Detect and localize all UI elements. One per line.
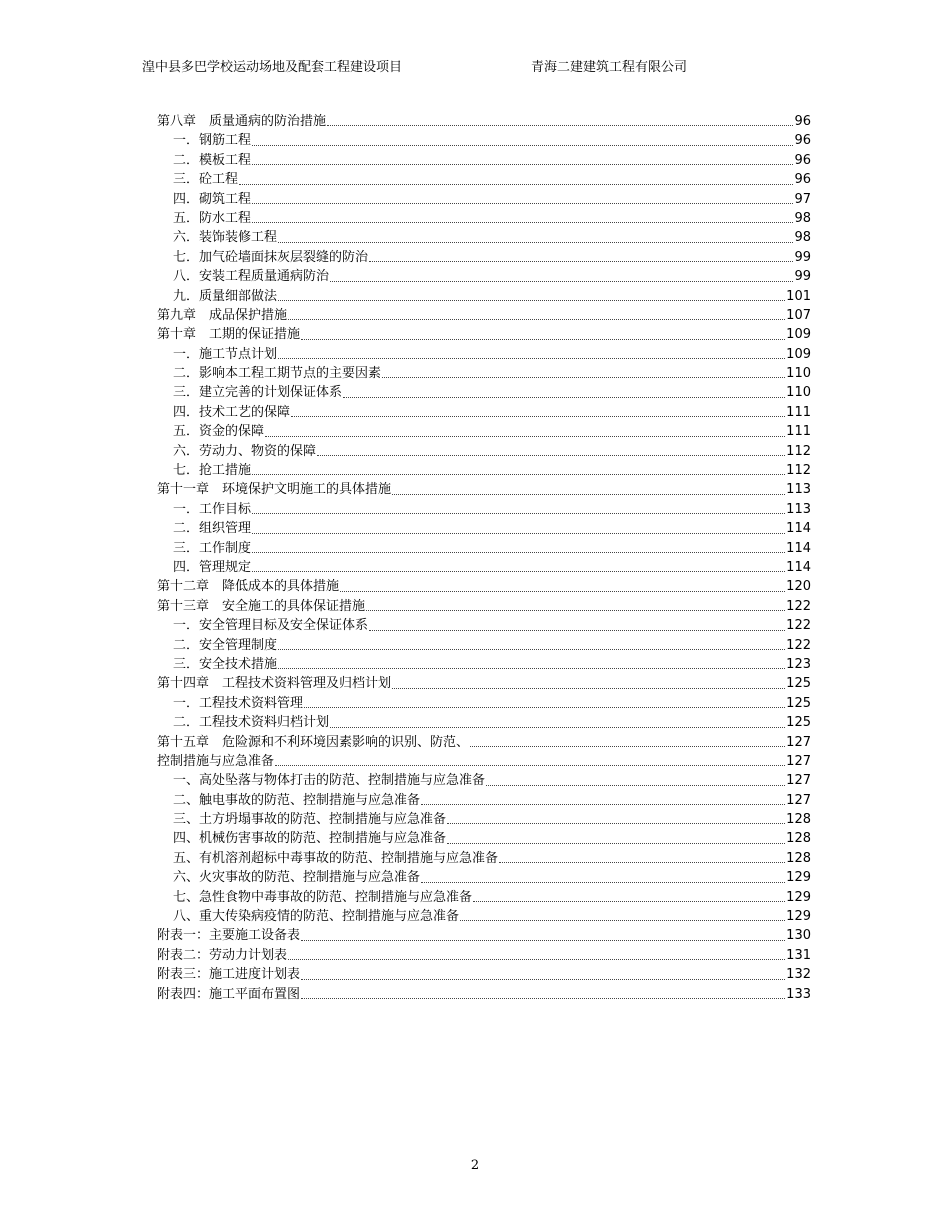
toc-dot-leader xyxy=(499,862,785,863)
toc-chapter-entry[interactable] xyxy=(157,946,811,965)
toc-dot-leader xyxy=(252,533,785,534)
toc-dot-leader xyxy=(340,591,785,592)
toc-dot-leader xyxy=(327,125,793,126)
toc-entry-page: 113 xyxy=(786,482,811,498)
toc-entry-title: 第十三章 安全施工的具体保证措施 xyxy=(157,598,366,614)
toc-dot-leader xyxy=(278,242,793,243)
toc-entry-title: 第九章 成品保护措施 xyxy=(157,307,288,323)
toc-entry-title: 一．工程技术资料管理 xyxy=(173,695,304,711)
toc-entry-page: 128 xyxy=(786,850,811,866)
toc-entry-page: 111 xyxy=(786,424,811,440)
toc-entry-title: 七．抢工措施 xyxy=(173,463,252,479)
toc-entry-title: 二．安全管理制度 xyxy=(173,637,278,653)
toc-entry-title: 三．工作制度 xyxy=(173,540,252,556)
toc-entry-title: 五．资金的保障 xyxy=(173,424,265,440)
toc-section-entry[interactable] xyxy=(157,151,811,170)
toc-entry-page: 128 xyxy=(786,812,811,828)
toc-section-entry[interactable] xyxy=(157,888,811,907)
toc-section-entry[interactable] xyxy=(157,519,811,538)
toc-dot-leader xyxy=(252,571,785,572)
toc-entry-page: 109 xyxy=(786,327,811,343)
toc-dot-leader xyxy=(252,474,785,475)
toc-entry-page: 128 xyxy=(786,831,811,847)
toc-section-entry[interactable] xyxy=(157,190,811,209)
toc-dot-leader xyxy=(252,164,793,165)
toc-section-entry[interactable] xyxy=(157,907,811,926)
toc-entry-page: 101 xyxy=(786,288,811,304)
toc-entry-title: 附表三：施工进度计划表 xyxy=(157,967,301,983)
toc-chapter-entry[interactable] xyxy=(157,480,811,499)
toc-entry-title: 五．防水工程 xyxy=(173,210,252,226)
toc-entry-title: 四．管理规定 xyxy=(173,559,252,575)
toc-dot-leader xyxy=(369,261,793,262)
toc-entry-page: 114 xyxy=(786,521,811,537)
toc-dot-leader xyxy=(473,901,785,902)
toc-section-entry[interactable] xyxy=(157,131,811,150)
toc-chapter-entry[interactable] xyxy=(157,752,811,771)
toc-entry-title: 六．装饰装修工程 xyxy=(173,230,278,246)
toc-dot-leader xyxy=(343,397,785,398)
toc-dot-leader xyxy=(421,882,785,883)
toc-dot-leader xyxy=(278,358,785,359)
toc-dot-leader xyxy=(301,940,785,941)
toc-entry-page: 129 xyxy=(786,909,811,925)
toc-entry-page: 129 xyxy=(786,870,811,886)
toc-entry-page: 114 xyxy=(786,559,811,575)
toc-entry-page: 122 xyxy=(786,637,811,653)
toc-entry-page: 96 xyxy=(794,152,811,168)
toc-dot-leader xyxy=(275,765,785,766)
toc-chapter-entry[interactable] xyxy=(157,577,811,596)
toc-entry-page: 112 xyxy=(786,443,811,459)
header-project-name: 湟中县多巴学校运动场地及配套工程建设项目 xyxy=(142,60,403,75)
toc-section-entry[interactable] xyxy=(157,461,811,480)
toc-entry-page: 123 xyxy=(786,656,811,672)
toc-entry-page: 107 xyxy=(786,307,811,323)
toc-dot-leader xyxy=(392,494,785,495)
toc-dot-leader xyxy=(291,416,785,417)
toc-entry-page: 113 xyxy=(786,501,811,517)
toc-entry-page: 99 xyxy=(794,269,811,285)
toc-dot-leader xyxy=(392,688,785,689)
toc-section-entry[interactable] xyxy=(157,287,811,306)
toc-entry-page: 129 xyxy=(786,889,811,905)
toc-entry-title: 四．砌筑工程 xyxy=(173,191,252,207)
toc-dot-leader xyxy=(252,222,793,223)
toc-entry-title: 二．组织管理 xyxy=(173,521,252,537)
toc-entry-title: 二．影响本工程工期节点的主要因素 xyxy=(173,366,382,382)
toc-dot-leader xyxy=(278,649,785,650)
toc-entry-page: 132 xyxy=(786,967,811,983)
toc-entry-page: 131 xyxy=(786,947,811,963)
toc-section-entry[interactable] xyxy=(157,539,811,558)
toc-section-entry[interactable] xyxy=(157,713,811,732)
toc-dot-leader xyxy=(252,145,793,146)
toc-entry-title: 第十五章 危险源和不利环境因素影响的识别、防范、 xyxy=(157,734,470,750)
toc-entry-title: 四．技术工艺的保障 xyxy=(173,404,291,420)
toc-dot-leader xyxy=(447,823,785,824)
toc-entry-page: 109 xyxy=(786,346,811,362)
toc-entry-title: 二．工程技术资料归档计划 xyxy=(173,715,330,731)
toc-section-entry[interactable] xyxy=(157,364,811,383)
toc-section-entry[interactable] xyxy=(157,694,811,713)
toc-dot-leader xyxy=(265,436,785,437)
toc-entry-page: 98 xyxy=(794,230,811,246)
toc-section-entry[interactable] xyxy=(157,771,811,790)
page-number: 2 xyxy=(470,1158,480,1173)
toc-entry-title: 一．工作目标 xyxy=(173,501,252,517)
toc-entry-page: 125 xyxy=(786,715,811,731)
toc-section-entry[interactable] xyxy=(157,422,811,441)
toc-section-entry[interactable] xyxy=(157,170,811,189)
toc-section-entry[interactable] xyxy=(157,868,811,887)
toc-entry-page: 127 xyxy=(786,773,811,789)
header-company-name: 青海二建建筑工程有限公司 xyxy=(531,60,688,75)
toc-dot-leader xyxy=(278,668,785,669)
toc-section-entry[interactable] xyxy=(157,383,811,402)
toc-entry-title: 九．质量细部做法 xyxy=(173,288,278,304)
toc-entry-title: 三、土方坍塌事故的防范、控制措施与应急准备 xyxy=(173,812,447,828)
toc-dot-leader xyxy=(447,843,785,844)
toc-chapter-entry[interactable] xyxy=(157,306,811,325)
toc-section-entry[interactable] xyxy=(157,829,811,848)
toc-entry-page: 127 xyxy=(786,792,811,808)
toc-dot-leader xyxy=(278,300,785,301)
toc-entry-page: 97 xyxy=(794,191,811,207)
toc-entry-title: 二、触电事故的防范、控制措施与应急准备 xyxy=(173,792,421,808)
toc-entry-page: 96 xyxy=(794,133,811,149)
toc-entry-title: 五、有机溶剂超标中毒事故的防范、控制措施与应急准备 xyxy=(173,850,499,866)
toc-entry-title: 第十一章 环境保护文明施工的具体措施 xyxy=(157,482,392,498)
toc-entry-page: 127 xyxy=(786,734,811,750)
toc-dot-leader xyxy=(252,203,793,204)
toc-entry-page: 98 xyxy=(794,210,811,226)
toc-entry-title: 六．劳动力、物资的保障 xyxy=(173,443,317,459)
toc-entry-page: 122 xyxy=(786,598,811,614)
toc-dot-leader xyxy=(460,920,785,921)
toc-dot-leader xyxy=(366,610,785,611)
page-header xyxy=(0,56,950,78)
toc-entry-title: 第十四章 工程技术资料管理及归档计划 xyxy=(157,676,392,692)
toc-section-entry[interactable] xyxy=(157,267,811,286)
toc-entry-title: 一．钢筋工程 xyxy=(173,133,252,149)
toc-section-entry[interactable] xyxy=(157,248,811,267)
toc-entry-title: 附表一：主要施工设备表 xyxy=(157,928,301,944)
toc-chapter-entry[interactable] xyxy=(157,597,811,616)
toc-section-entry[interactable] xyxy=(157,558,811,577)
toc-chapter-entry[interactable] xyxy=(157,733,811,752)
toc-entry-page: 122 xyxy=(786,618,811,634)
toc-entry-page: 114 xyxy=(786,540,811,556)
toc-entry-title: 第十二章 降低成本的具体措施 xyxy=(157,579,340,595)
toc-section-entry[interactable] xyxy=(157,849,811,868)
toc-section-entry[interactable] xyxy=(157,403,811,422)
toc-dot-leader xyxy=(301,979,785,980)
toc-entry-title: 一．安全管理目标及安全保证体系 xyxy=(173,618,369,634)
toc-entry-title: 三．砼工程 xyxy=(173,172,239,188)
toc-entry-title: 三．建立完善的计划保证体系 xyxy=(173,385,343,401)
toc-entry-title: 附表二：劳动力计划表 xyxy=(157,947,288,963)
toc-section-entry[interactable] xyxy=(157,810,811,829)
toc-entry-page: 96 xyxy=(794,172,811,188)
toc-chapter-entry[interactable] xyxy=(157,965,811,984)
toc-section-entry[interactable] xyxy=(157,209,811,228)
toc-entry-page: 111 xyxy=(786,404,811,420)
toc-dot-leader xyxy=(421,804,785,805)
table-of-contents xyxy=(157,112,811,1004)
toc-dot-leader xyxy=(252,552,785,553)
toc-dot-leader xyxy=(301,339,785,340)
toc-chapter-entry[interactable] xyxy=(157,674,811,693)
toc-section-entry[interactable] xyxy=(157,791,811,810)
toc-section-entry[interactable] xyxy=(157,442,811,461)
toc-entry-title: 一、高处坠落与物体打击的防范、控制措施与应急准备 xyxy=(173,773,486,789)
toc-dot-leader xyxy=(252,513,785,514)
toc-entry-page: 130 xyxy=(786,928,811,944)
toc-dot-leader xyxy=(486,785,785,786)
toc-dot-leader xyxy=(288,319,785,320)
toc-entry-page: 133 xyxy=(786,986,811,1002)
toc-entry-page: 125 xyxy=(786,676,811,692)
toc-dot-leader xyxy=(382,377,785,378)
toc-dot-leader xyxy=(470,746,785,747)
toc-entry-title: 六、火灾事故的防范、控制措施与应急准备 xyxy=(173,870,421,886)
toc-dot-leader xyxy=(288,959,785,960)
toc-entry-title: 二．模板工程 xyxy=(173,152,252,168)
toc-entry-title: 一．施工节点计划 xyxy=(173,346,278,362)
toc-section-entry[interactable] xyxy=(157,636,811,655)
toc-entry-title: 七、急性食物中毒事故的防范、控制措施与应急准备 xyxy=(173,889,473,905)
toc-chapter-entry[interactable] xyxy=(157,325,811,344)
toc-entry-title: 附表四：施工平面布置图 xyxy=(157,986,301,1002)
toc-entry-title: 八．安装工程质量通病防治 xyxy=(173,269,330,285)
toc-entry-page: 112 xyxy=(786,463,811,479)
toc-entry-page: 96 xyxy=(794,114,811,129)
toc-entry-page: 120 xyxy=(786,579,811,595)
toc-entry-title: 四、机械伤害事故的防范、控制措施与应急准备 xyxy=(173,831,447,847)
toc-section-entry[interactable] xyxy=(157,228,811,247)
toc-entry-title: 七．加气砼墙面抹灰层裂缝的防治 xyxy=(173,249,369,265)
toc-entry-page: 125 xyxy=(786,695,811,711)
toc-dot-leader xyxy=(304,707,785,708)
toc-dot-leader xyxy=(301,998,785,999)
toc-entry-page: 127 xyxy=(786,753,811,769)
toc-entry-title: 控制措施与应急准备 xyxy=(157,753,275,769)
toc-entry-page: 110 xyxy=(786,385,811,401)
toc-section-entry[interactable] xyxy=(157,616,811,635)
toc-chapter-entry[interactable] xyxy=(157,985,811,1004)
toc-chapter-entry[interactable] xyxy=(157,926,811,945)
toc-dot-leader xyxy=(330,281,793,282)
toc-dot-leader xyxy=(369,630,785,631)
toc-dot-leader xyxy=(239,184,793,185)
toc-chapter-entry[interactable] xyxy=(157,112,811,131)
toc-section-entry[interactable] xyxy=(157,500,811,519)
toc-entry-title: 三．安全技术措施 xyxy=(173,656,278,672)
toc-dot-leader xyxy=(330,727,785,728)
toc-entry-title: 第十章 工期的保证措施 xyxy=(157,327,301,343)
toc-section-entry[interactable] xyxy=(157,345,811,364)
toc-section-entry[interactable] xyxy=(157,655,811,674)
toc-entry-title: 第八章 质量通病的防治措施 xyxy=(157,114,327,129)
toc-dot-leader xyxy=(317,455,785,456)
toc-entry-title: 八、重大传染病疫情的防范、控制措施与应急准备 xyxy=(173,909,460,925)
toc-entry-page: 99 xyxy=(794,249,811,265)
toc-entry-page: 110 xyxy=(786,366,811,382)
